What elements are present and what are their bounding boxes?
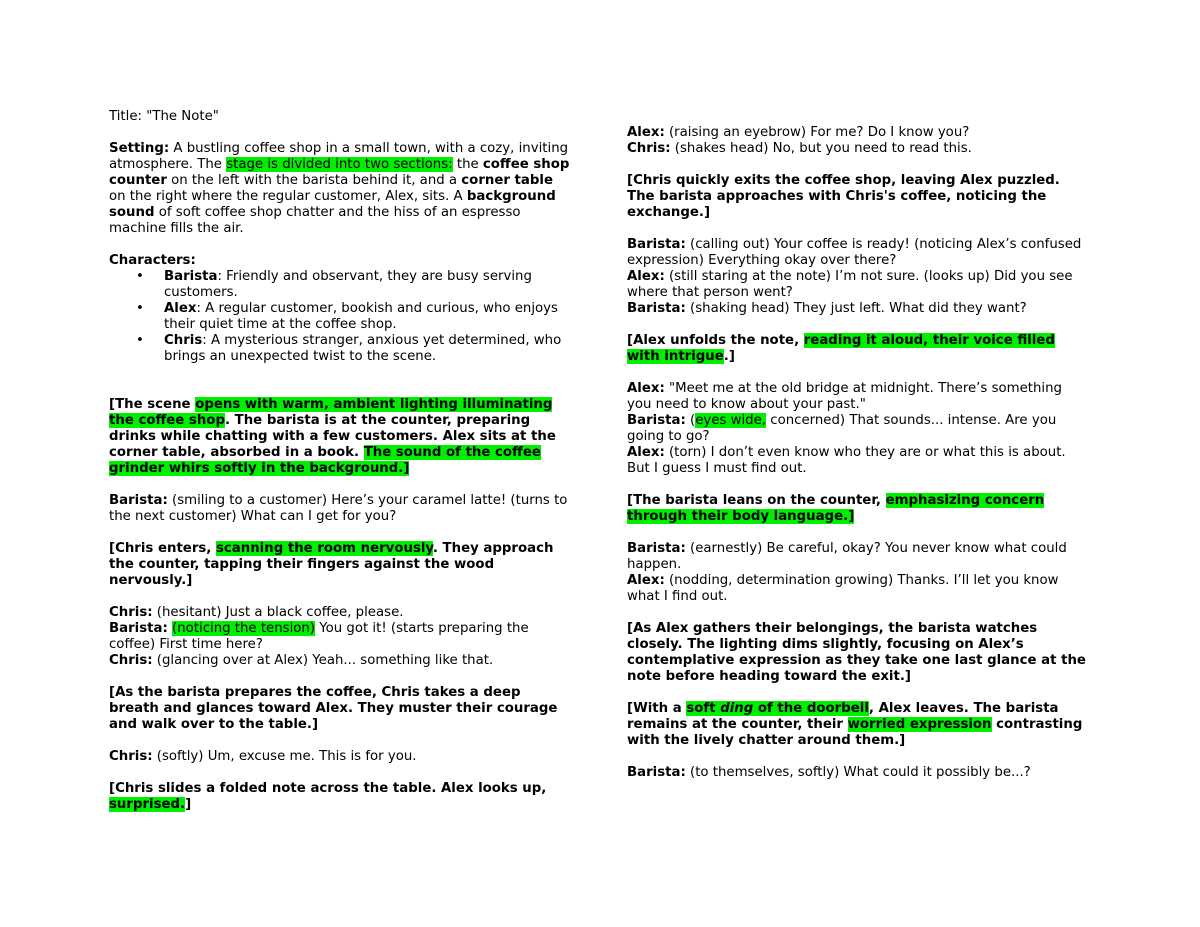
highlight: scanning the room nervously <box>215 541 433 556</box>
stage-direction <box>109 781 571 813</box>
stage-text: [With a <box>627 701 687 716</box>
stage-text: [The scene <box>109 397 196 412</box>
dialogue-line <box>109 653 571 669</box>
left-column <box>109 109 571 829</box>
script-title: Title: "The Note" <box>109 109 219 124</box>
dialogue-text: ( <box>685 413 696 428</box>
speaker-name: Chris: <box>109 653 153 668</box>
speaker-name: Barista: <box>627 765 686 780</box>
dialogue-line <box>109 493 571 525</box>
dialogue-line <box>627 381 1089 413</box>
highlight: The sound of the coffee grinder whirs softly in the background.] <box>109 445 541 476</box>
character-name: Barista <box>164 269 218 284</box>
dialogue-text: (shakes head) No, but you need to read this. <box>670 141 972 156</box>
highlight: eyes wide, <box>695 413 767 428</box>
highlight: emphasizing concern through their body language.] <box>627 493 1045 524</box>
dialogue-text: (earnestly) Be careful, okay? You never know what could happen. <box>627 541 1067 572</box>
speaker-name: Chris: <box>109 605 153 620</box>
list-item <box>164 269 571 301</box>
dialogue-line <box>627 141 1089 157</box>
stage-direction <box>627 701 1089 749</box>
dialogue-line <box>109 749 571 765</box>
bold-term: coffee shop counter <box>109 157 570 188</box>
dialogue-line <box>627 445 1089 477</box>
dialogue-text: You got it! (starts preparing the coffee) First time here? <box>109 621 529 652</box>
dialogue-line <box>627 765 1089 781</box>
setting-paragraph <box>109 141 571 237</box>
stage-text: ] <box>185 797 192 812</box>
stage-text: . The barista is at the counter, preparing drinks while chatting with a few customers. Alex sits at the corner table, absorbed in a book. <box>109 413 556 460</box>
speaker-name: Chris: <box>627 141 671 156</box>
dialogue-line <box>627 269 1089 301</box>
dialogue-line <box>627 413 1089 445</box>
highlight: surprised. <box>109 797 186 812</box>
characters-heading <box>109 253 571 269</box>
highlight: (noticing the tension) <box>172 621 316 636</box>
stage-text: [The barista leans on the counter, <box>627 493 886 508</box>
spacer <box>109 381 571 397</box>
characters-list <box>109 269 571 365</box>
characters-label: Characters: <box>109 253 196 268</box>
character-name: Chris <box>164 333 203 348</box>
stage-direction <box>109 541 571 589</box>
speaker-name: Barista: <box>627 301 686 316</box>
dialogue-text: (still staring at the note) I’m not sure. (looks up) Did you see where that person went? <box>627 269 1073 300</box>
character-desc: : A regular customer, bookish and curious, who enjoys their quiet time at the coffee shop. <box>164 301 558 332</box>
list-item <box>164 301 571 333</box>
setting-text: on the right where the regular customer, Alex, sits. A <box>109 189 467 204</box>
stage-direction: [As the barista prepares the coffee, Chris takes a deep breath and glances toward Alex. They muster their courage and walk over to the table.] <box>109 685 558 732</box>
dialogue-text: concerned) That sounds... intense. Are you going to go? <box>627 413 1057 444</box>
stage-direction: [Chris quickly exits the coffee shop, leaving Alex puzzled. The barista approaches with Chris's coffee, noticing the exchange.] <box>627 173 1060 220</box>
dialogue-text: (softly) Um, excuse me. This is for you. <box>152 749 417 764</box>
dialogue-text: (torn) I don’t even know who they are or what this is about. But I guess I must find out. <box>627 445 1066 476</box>
stage-text: . They approach the counter, tapping their fingers against the wood nervously.] <box>109 541 554 588</box>
speaker-name: Barista: <box>627 237 686 252</box>
dialogue-line <box>627 301 1089 317</box>
right-column <box>627 125 1089 797</box>
setting-text: the <box>452 157 483 172</box>
speaker-name: Alex: <box>627 269 665 284</box>
speaker-name: Barista: <box>627 541 686 556</box>
speaker-name: Barista: <box>109 493 168 508</box>
dialogue-line <box>627 125 1089 141</box>
speaker-name: Barista: <box>109 621 168 636</box>
stage-direction <box>109 397 571 477</box>
setting-text: on the left with the barista behind it, and a <box>166 173 462 188</box>
dialogue-text: (glancing over at Alex) Yeah... something like that. <box>152 653 494 668</box>
dialogue-text: (raising an eyebrow) For me? Do I know you? <box>664 125 970 140</box>
highlight-italic: ding <box>720 701 754 716</box>
character-desc: : A mysterious stranger, anxious yet determined, who brings an unexpected twist to the scene. <box>164 333 562 364</box>
highlight: stage is divided into two sections: <box>226 157 453 172</box>
character-desc: : Friendly and observant, they are busy serving customers. <box>164 269 532 300</box>
stage-text: [Chris enters, <box>109 541 216 556</box>
stage-direction <box>627 493 1089 525</box>
speaker-name: Chris: <box>109 749 153 764</box>
bold-term: background sound <box>109 189 556 220</box>
highlight-text: of the doorbell <box>753 701 869 716</box>
speaker-name: Barista: <box>627 413 686 428</box>
dialogue-text: (shaking head) They just left. What did they want? <box>685 301 1027 316</box>
dialogue-text: (smiling to a customer) Here’s your caramel latte! (turns to the next customer) What can I get for you? <box>109 493 568 524</box>
highlight: worried expression <box>847 717 992 732</box>
stage-text: [Chris slides a folded note across the table. Alex looks up, <box>109 781 547 796</box>
speaker-name: Alex: <box>627 381 665 396</box>
dialogue-text: (hesitant) Just a black coffee, please. <box>152 605 404 620</box>
stage-text: .] <box>723 349 735 364</box>
setting-label: Setting: <box>109 141 170 156</box>
bold-term: corner table <box>461 173 553 188</box>
highlight: opens with warm, ambient lighting illuminating the coffee shop <box>109 397 553 428</box>
stage-text: [Alex unfolds the note, <box>627 333 804 348</box>
stage-text: contrasting with the lively chatter around them.] <box>627 717 1083 748</box>
dialogue-text: (nodding, determination growing) Thanks. I’ll let you know what I find out. <box>627 573 1059 604</box>
highlight-text: soft <box>686 701 721 716</box>
character-name: Alex <box>164 301 197 316</box>
list-item <box>164 333 571 365</box>
stage-direction <box>627 333 1089 365</box>
speaker-name: Alex: <box>627 125 665 140</box>
stage-direction: [As Alex gathers their belongings, the barista watches closely. The lighting dims slightly, focusing on Alex’s contemplative expression as they take one last glance at the note before heading toward the exit.] <box>627 621 1086 684</box>
highlight: reading it aloud, their voice filled with intrigue <box>627 333 1055 364</box>
dialogue-text: "Meet me at the old bridge at midnight. There’s something you need to know about your past." <box>627 381 1062 412</box>
speaker-name: Alex: <box>627 573 665 588</box>
highlight <box>686 701 869 716</box>
dialogue-line <box>109 605 571 621</box>
dialogue-line <box>109 621 571 653</box>
dialogue-line <box>627 541 1089 573</box>
setting-text: A bustling coffee shop in a small town, with a cozy, inviting atmosphere. The <box>109 141 569 172</box>
dialogue-text: (to themselves, softly) What could it possibly be...? <box>685 765 1031 780</box>
dialogue-text: (calling out) Your coffee is ready! (noticing Alex’s confused expression) Everything okay over there? <box>627 237 1082 268</box>
stage-text: , Alex leaves. The barista remains at the counter, their <box>627 701 1059 732</box>
setting-text: of soft coffee shop chatter and the hiss of an espresso machine fills the air. <box>109 205 521 236</box>
dialogue-line <box>627 573 1089 605</box>
speaker-name: Alex: <box>627 445 665 460</box>
dialogue-line <box>627 237 1089 269</box>
